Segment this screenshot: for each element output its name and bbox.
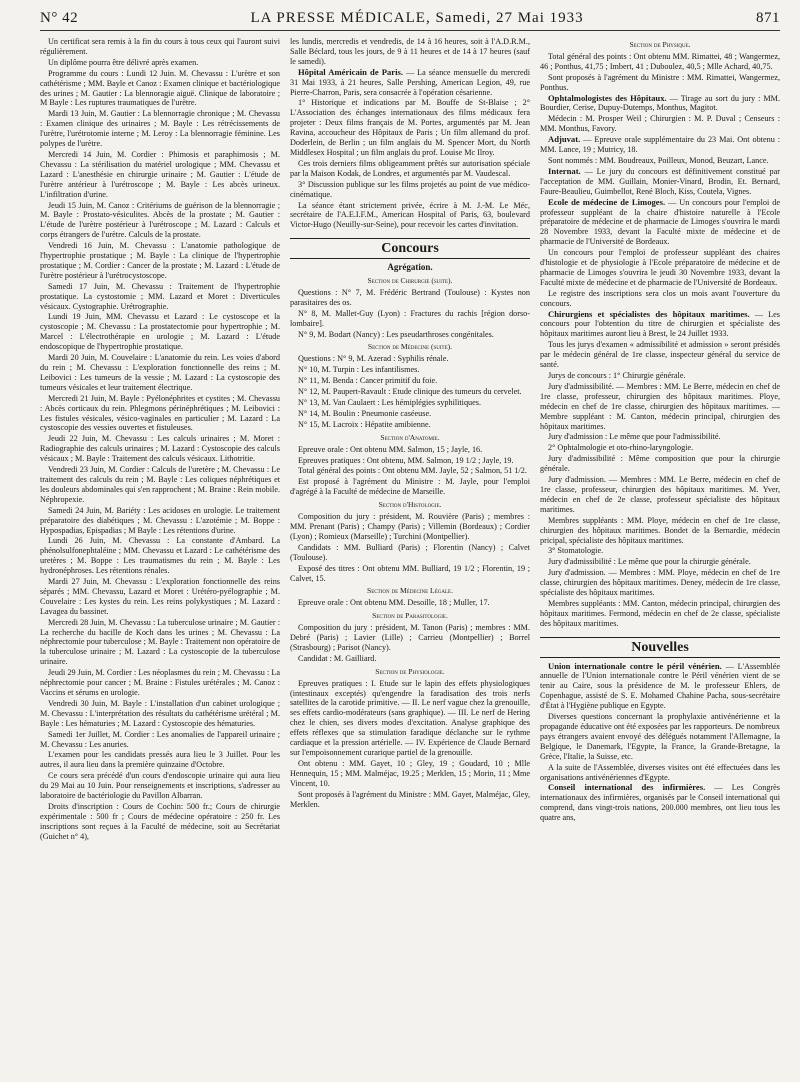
physiologie-list bbox=[290, 679, 530, 810]
paragraph: Candidats : MM. Bulliard (Paris) ; Florentin (Nancy) ; Calvet (Toulouse). bbox=[290, 542, 530, 562]
paragraph: Jury d'admissibilité : Même composition que pour la chirurgie générale. bbox=[540, 454, 780, 474]
section-parasitologie-heading: Section de Parasitologie. bbox=[372, 611, 448, 621]
medecine-list bbox=[290, 354, 530, 429]
paragraph: Jeudi 29 Juin, M. Cordier : Les néoplasmes du rein ; M. Chevassu : La néphrectomie pour cancer ; M. Braine : Fistules urétérales ; M. Canoz : Vaccins et sérums en urologie. bbox=[40, 668, 280, 697]
columns bbox=[40, 37, 780, 843]
section-anatomie-heading: Section d'Anatomie. bbox=[380, 432, 440, 442]
nouvelles-heading: Nouvelles bbox=[540, 637, 780, 658]
maritimes-heading: Chirurgiens et spécialistes des hôpitaux maritimes. bbox=[548, 308, 750, 319]
issue-date: Samedi, 27 Mai 1933 bbox=[435, 10, 584, 26]
paragraph: Lundi 19 Juin, MM. Chevassu et Lazard : Le cystoscope et la cystoscopie ; M. Chevassu : La prostatectomie pour hypertrophie ; M. Marcel : L'électrothérapie en urologie ; M. Lazard : L'étude endoscopique de l'hypertrophie prostatique. bbox=[40, 312, 280, 352]
limoges-paragraph: Un concours pour l'emploi de professeur suppléant des chaires d'histologie et de physiologie à l'Ecole préparatoire de médecine et de pharmacie de Limoges s'ouvrira le jeudi 30 Novembre 1933, devant la Faculté mixte de médecine et de pharmacie de l'Université de Bordeaux. bbox=[540, 248, 780, 287]
paragraph: Total général des points : Ont obtenu MM. Jayle, 52 ; Salmon, 51 1/2. bbox=[298, 466, 527, 476]
section-chirurgie-heading: Section de Chirurgie (suite). bbox=[367, 276, 453, 286]
paragraph: Un diplôme pourra être délivré après examen. bbox=[48, 57, 199, 67]
hopital-text: — La séance mensuelle du mercredi 31 Mai 1933, à 21 heures, Salle Pershing, American Legion, 49, rue Pierre-Charron, Paris, sera consacrée à l'opération césarienne. bbox=[290, 67, 530, 97]
paragraph: Mardi 13 Juin, M. Gautier : La blennorragie chronique ; M. Chevassu : Examen clinique des urinaires ; M. Bayle : Les rétrécissements de l'urètre, l'urétrotomie interne ; M. Leroy : La blennorragie féminine. Les polypes de l'urètre. bbox=[40, 109, 280, 149]
histologie-list bbox=[290, 512, 530, 583]
paragraph: Composition du jury : président, M. Tanon (Paris) ; membres : MM. Debré (Paris) ; Lavier (Lille) ; Carrieu (Montpellier) ; Borrel (Strasbourg) ; Parisot (Nancy). bbox=[290, 623, 530, 652]
paragraph: Jury d'admissibilité. — Membres : MM. Le Berre, médecin en chef de 1re classe, professeur, chirurgien des hôpitaux maritimes. Ploye, médecin en chef de 1re classe, chirurgien des hôpitaux maritimes. — Membre suppléant : M. Canton, médecin principal, chirurgien des hôpitaux maritimes. bbox=[540, 381, 780, 431]
column-2 bbox=[290, 37, 530, 843]
conseil-text: — Les Congrès internationaux des infirmières, organisés par le Conseil international qui comprend, dans vingt-trois nations, 200.000 membres, ont lieu tous les quatre ans, bbox=[540, 783, 780, 823]
hopital-paragraph: La séance étant strictement privée, écrire à M. J.-M. Le Méc, secrétaire de l'A.E.I.F.M., American Hospital of Paris, 63, boulevard Victor-Hugo (Neuilly-sur-Seine), pour recevoir les cartes d'invitation. bbox=[290, 200, 530, 230]
adjuvat-heading: Adjuvat. bbox=[548, 134, 581, 145]
paragraph: Programme du cours : Lundi 12 Juin. M. Chevassu : L'urètre et son cathétérisme ; MM. Bayle et Canoz : Examen clinique et bactériologique des urines ; M. Gautier : La blennoragie aiguë. Clinique de laboratoire ; M Bayle : Les ruptures traumatiques de l'urètre. bbox=[40, 68, 280, 108]
maritimes-notice bbox=[540, 310, 780, 340]
paragraph: Samedi 24 Juin, M. Bariéty : Les acidoses en urologie. Le traitement préparatoire des diabétiques ; M. Chevassu : L'azotémie ; M. Boppe : Hypospadias, Epispadias ; M Bayle : Les rétentions d'urine. bbox=[40, 505, 280, 535]
paragraph: Jeudi 15 Juin, M. Canoz : Critériums de guérison de la blennorragie ; M. Bayle : Prostato-vésiculites. Abcès de la prostate ; M. Gautier : L'étude de l'urètre postérieur à l'urétroscope ; M. Lazard : Calculs et corps étrangers de l'urètre. Calculs de la prostate. bbox=[40, 200, 280, 240]
anatomie-list bbox=[290, 445, 530, 498]
continued-text: les lundis, mercredis et vendredis, de 14 à 16 heures, soit à l'A.D.R.M., Salle Béclard, tous les jours, de 9 à 11 heures et de 14 à 17 heures (sauf le samedi). bbox=[290, 37, 530, 66]
paragraph: Sont proposés à l'agrément du Ministre : MM. Gayet, Malméjac, Gley, Merklen. bbox=[290, 789, 530, 809]
paragraph: Exposé des titres : Ont obtenu MM. Bulliard, 19 1/2 ; Florentin, 19 ; Calvet, 15. bbox=[290, 563, 530, 583]
paragraph: Vendredi 23 Juin, M. Cordier : Calculs de l'uretère ; M. Chevassu : Le traitement des calculs du rein ; M. Bayle : Les coliques néphrétiques et les douleurs abdominales qui s'en rapprochent ; M. Braine : Rein mobile. Néphropexie. bbox=[40, 465, 280, 504]
paragraph: Candidat : M. Gailliard. bbox=[298, 653, 377, 663]
paragraph: Epreuves pratiques : Ont obtenu, MM. Salmon, 19 1/2 ; Jayle, 19. bbox=[298, 455, 514, 465]
internat-heading: Internat. bbox=[548, 165, 581, 176]
paragraph: Mardi 27 Juin, M. Chevassu : L'exploration fonctionnelle des reins séparés ; MM. Chevassu, Lazard et Moret : Urétéro-pyélographie ; M. Couvelaire : Les kystes du rein. Les reins polykystiques ; M. Lazard : Lavagea du bassinet. bbox=[40, 577, 280, 616]
column-3 bbox=[540, 37, 780, 843]
section-physique-heading: Section de Physique. bbox=[629, 40, 691, 49]
paragraph: 2° Ophtalmologie et oto-rhino-laryngologie. bbox=[548, 443, 694, 453]
adjuvat-notice bbox=[540, 135, 780, 155]
paragraph: Jury d'admission. — Membres : MM. Le Berre, médecin en chef de 1re classe, professeur, chirurgien des hôpitaux maritimes. M. Yver, médecin en chef de 2e classe, professeur spécialiste des hôpitaux maritimes. bbox=[540, 475, 780, 514]
ophtalmo-heading: Ophtalmologistes des Hôpitaux. bbox=[548, 92, 667, 103]
parasitologie-list bbox=[290, 623, 530, 664]
physique-list bbox=[540, 52, 780, 93]
paragraph: N° 10, M. Turpin : Les infantilismes. bbox=[298, 365, 420, 375]
section-physiologie-heading: Section de Physiologie. bbox=[375, 666, 445, 676]
legale-list bbox=[290, 598, 530, 608]
journal-name: LA PRESSE MÉDICALE, bbox=[250, 10, 431, 26]
paragraph: Mercredi 28 Juin, M. Chevassu : La tuberculose urinaire ; M. Gautier : La recherche du bacille de Koch dans les urines ; M. Chevassu : La néphrectomie pour tuberculose ; M. Bayle : Traitement non opératoire de la tuberculose urinaire ; M. Lazard : La cystoscopie de la tuberculose urinaire. bbox=[40, 617, 280, 667]
paragraph: Membres suppléants : MM. Ploye, médecin en chef de 1re classe, chirurgien des hôpitaux maritimes. Bondet de la Bernardie, médecin pricipal, spécialiste des hôpitaux maritimes. bbox=[540, 515, 780, 545]
internat-notice bbox=[540, 167, 780, 197]
hopital-paragraph: 1° Historique et indications par M. Bouffe de St-Blaise ; 2° L'Association des échanges internationaux des films médicaux fera projeter : Deux films français de M. Portes, argumentés par M. Jean Ravina, accoucheur des Hôpitaux de Paris ; Un film allemand du prof. Doderlein, de Berlin ; un film anglais du M. Spencer Mort, du North Middlesex Hospital ; un film anglais du prof. Louise Mc Ilroy. bbox=[290, 98, 530, 157]
adjuvat-paragraph: Sont nommés : MM. Boudreaux, Poilleux, Monod, Beuzart, Lance. bbox=[548, 155, 769, 165]
paragraph: Vendredi 30 Juin, M. Bayle : L'installation d'un cabinet urologique ; M. Chevassu : L'interprétation des résultats du cathétérisme urétéral ; M. Bayle : Les hématuries ; M. Lazard : Cystoscopie des hématuries. bbox=[40, 698, 280, 728]
paragraph: Est proposé à l'agrément du Ministre : M. Jayle, pour l'emploi d'agrégé à la Faculté de médecine de Marseille. bbox=[290, 477, 530, 497]
paragraph: Jeudi 22 Juin, M. Chevassu : Les calculs urinaires ; M. Moret : Radiographie des calculs urinaires ; M. Lazard : Cystoscopie des calculs vésicaux ; M. Bayle : Traitement des calculs vésicaux. Lithotritie. bbox=[40, 434, 280, 464]
masthead bbox=[40, 10, 780, 31]
paragraph: Jurys de concours : 1° Chirurgie générale. bbox=[548, 371, 686, 380]
conseil-heading: Conseil international des infirmières. bbox=[548, 782, 706, 793]
section-legale-heading: Section de Médecine Légale. bbox=[367, 586, 453, 596]
paragraph: Vendredi 16 Juin, M. Chevassu : L'anatomie pathologique de l'hypertrophie prostatique ; M. Bayle : La clinique de l'hypertrophie prostatique ; M. Cordier : Cancer de la prostate ; M. Lazard : L'étude de l'urètre postérieur à l'urétrocystoscope. bbox=[40, 241, 280, 280]
ophtalmo-text: — Tirage au sort du jury : MM. Bourdier, Cerise, Dupuy-Dutemps, Monthus, Magitot. bbox=[540, 93, 780, 113]
union-notice bbox=[540, 662, 780, 712]
paragraph: N° 12, M. Paupert-Ravault : Etude clinique des tumeurs du cervelet. bbox=[298, 387, 522, 397]
limoges-text: — Un concours pour l'emploi de professeur suppléant de la chaire d'histoire naturelle à l'Ecole préparatoire de médecine et de pharmacie de Limoges s'ouvrira le mardi 28 Novembre 1933, devant la Faculté mixte de médecine et de pharmacie de l'Université de Bordeaux. bbox=[540, 197, 780, 247]
hopital-heading: Hôpital Américain de Paris. bbox=[298, 66, 403, 77]
ophtalmo-notice bbox=[540, 94, 780, 114]
union-text: — L'Assemblée annuelle de l'Union internationale contre le Péril vénérien vient de se tenir au Caire, sous la présidence de M. le professeur Ehlers, de Copenhague, assisté de S. E. Mohamed Chahine Pacha, sous-secrétaire d'État à l'Hygiène publique en Egypte. bbox=[540, 661, 780, 711]
concours-heading: Concours bbox=[290, 238, 530, 259]
paragraph: Mercredi 21 Juin, M. Bayle : Pyélonéphrites et cystites ; M. Chevassu : Abcès corticaux du rein. Phlegmons périnéphrétiques ; M. Leibovici : Les fistules vésicales, vésico-vaginales en particulier ; M. Lazard : La cystoscopie des vessies ouvertes et fistuleuses. bbox=[40, 393, 280, 433]
section-histologie-heading: Section d'Histologie. bbox=[378, 500, 442, 510]
paragraph: Sont proposés à l'agrément du Ministre : MM. Rimattei, Wangermez, Ponthus. bbox=[540, 72, 780, 92]
paragraph: Un certificat sera remis à la fin du cours à tous ceux qui l'auront suivi régulièrement. bbox=[40, 37, 280, 56]
limoges-heading: Ecole de médecine de Limoges. bbox=[548, 196, 666, 207]
paragraph: Mercredi 14 Juin, M. Cordier : Phimosis et paraphimosis ; M. Chevassu : La stérilisation du matériel urologique ; MM. Chevassu et Lazard : L'anesthésie en chirurgie urinaire ; M. Gautier : L'étude de l'urètre antérieur à l'urétroscope ; M. Bayle : Les abcès urineux. L'infiltration d'urine. bbox=[40, 149, 280, 199]
paragraph: L'examen pour les candidats pressés aura lieu le 3 Juillet. Pour les autres, il aura lieu dans la première quinzaine d'Octobre. bbox=[40, 750, 280, 770]
paragraph: N° 15, M. Lacroix : Hépatite amibienne. bbox=[298, 419, 431, 429]
page-number: 871 bbox=[755, 10, 780, 26]
paragraph: Ce cours sera précédé d'un cours d'endoscopie urinaire qui aura lieu du 29 Mai au 10 Juin. Pour renseignements et inscriptions, s'adresser au laboratoire de bactériologie du Pavillon Albarran. bbox=[40, 771, 280, 801]
paragraph: Samedi 1er Juillet, M. Cordier : Les anomalies de l'appareil urinaire ; M. Chevassu : Les anuries. bbox=[40, 729, 280, 749]
paragraph: Questions : N° 9, M. Azerad : Syphilis rénale. bbox=[298, 354, 449, 364]
maritimes-list bbox=[540, 340, 780, 628]
journal-title bbox=[250, 10, 583, 27]
conseil-notice bbox=[540, 783, 780, 823]
limoges-paragraph: Le registre des inscriptions sera clos un mois avant l'ouverture du concours. bbox=[540, 288, 780, 308]
paragraph: Samedi 17 Juin, M. Chevassu : Traitement de l'hypertrophie prostatique. La cystostomie ; MM. Lazard et Moret : Diverticules vésicaux. Cystographie. Urétrographie. bbox=[40, 281, 280, 311]
adjuvat-text: — Epreuve orale supplémentaire du 23 Mai. Ont obtenu : MM. Lance, 19 ; Mutricy, 18. bbox=[540, 135, 780, 155]
paragraph: N° 13, M. Van Caulaert : Les hémiplégies syphilitiques. bbox=[298, 398, 481, 407]
hopital-americain-notice bbox=[290, 68, 530, 98]
paragraph: Total général des points : Ont obtenu MM. Rimattei, 48 ; Wangermez, 46 ; Ponthus, 41,75 ; Imbert, 41 ; Duboulez, 40,5 ; Mlle Achard, 40,75. bbox=[540, 51, 780, 71]
union-paragraph: A la suite de l'Assemblée, diverses visites ont été effectuées dans les organisations antivénériennes d'Egypte. bbox=[540, 762, 780, 782]
maritimes-text: — Les concours pour l'obtention du titre de chirurgien et spécialiste des hôpitaux maritimes auront lieu à Brest, le 24 Juillet 1933. bbox=[540, 309, 780, 339]
paragraph: Droits d'inscription : Cours de Cochin: 500 fr.; Cours de chirurgie expérimentale : 500 fr ; Cours de médecine opératoire : 250 fr. Les inscriptions sont reçues à la Faculté de médecine, soit au Secrétariat (Guichet n° 4), bbox=[40, 801, 280, 841]
ophtalmo-paragraph: Médecin : M. Prosper Weil ; Chirurgien : M. P. Duval ; Censeurs : MM. Monthus, Favory. bbox=[540, 114, 780, 134]
hopital-paragraph: 3° Discussion publique sur les films projetés au point de vue médico-cinématique. bbox=[290, 179, 530, 199]
paragraph: Jury d'admissibilité : Le même que pour la chirurgie générale. bbox=[548, 557, 751, 567]
paragraph: N° 14, M. Boulin : Pneumonie caséeuse. bbox=[298, 408, 432, 418]
union-paragraph: Diverses questions concernant la prophylaxie antivénérienne et la propagande éducative ont été exposées par les rapporteurs. De nombreux pays étrangers avaient envoyé des délégués notamment l'Allemagne, la Belgique, le Danemark, l'Egypte, la France, la Grande-Bretagne, la Grèce, l'Italie, la Suisse, etc. bbox=[540, 712, 780, 761]
chirurgie-list bbox=[290, 288, 530, 340]
hopital-paragraph: Ces trois derniers films obligeamment prêtés sur autorisation spéciale par la Maison Kodak, de Londres, et argumentés par M. Vaudescal. bbox=[290, 158, 530, 178]
limoges-notice bbox=[540, 198, 780, 248]
paragraph: 3° Stomatologie. bbox=[548, 546, 604, 556]
paragraph: N° 11, M. Benda : Cancer primitif du foie. bbox=[298, 376, 438, 386]
agregation-heading: Agrégation. bbox=[387, 262, 433, 273]
issue-number: N° 42 bbox=[40, 10, 79, 26]
paragraph: Epreuves pratiques : I. Etude sur le lapin des effets physiologiques (intestinaux exceptés) qu'engendre la faradisation des trois nerfs satellites de la carotide primitive. — II. Le nerf vague chez la grenouille, ses effets cardio-modérateurs (sans graphique). — III. Le nerf de Hering chez le chien, ses divers modes d'excitation. Analyse graphique des effets réflexes que sa stimulation faradique déclanche sur le rythme cardiaque et la pression artérielle. — IV. Expérience de Claude Bernard sur l'empoisonnement curarique partiel de la grenouille. bbox=[290, 678, 530, 757]
internat-text: — Le jury du concours est définitivement constitué par l'acceptation de MM. Guillain, Monier-Vinard, Brodin, Et. Bernard, Faure-Beaulieu, Guimbellot, René Bloch, Kiss, Coutela, Vignes. bbox=[540, 166, 780, 196]
paragraph: Jury d'admission : Le même que pour l'admissibilité. bbox=[548, 432, 721, 442]
paragraph: Lundi 26 Juin, M. Chevassu : La constante d'Ambard. La phénolsulfonephtaléine ; MM. Chevassu et Lazard : Le cathétérisme des uretères ; M. Boppe : Les traumatismes du rein ; M. Bayle : Les hydronéphroses. Les rétentions rénales. bbox=[40, 536, 280, 576]
paragraph: Epreuve orale : Ont obtenu MM. Desoille, 18 ; Muller, 17. bbox=[298, 598, 490, 608]
paragraph: N° 8, M. Mallet-Guy (Lyon) : Fractures du rachis [région dorso-lombaire]. bbox=[290, 308, 530, 328]
paragraph: Composition du jury : président, M. Rouvière (Paris) ; membres : MM. Prenant (Paris) ; Champy (Paris) ; Villemin (Bordeaux) ; Cordier (Lyon) ; Romieux (Marseille) ; Turchini (Montpellier). bbox=[290, 512, 530, 541]
union-heading: Union internationale contre le péril vénérien. bbox=[548, 660, 722, 671]
paragraph: Tous les jurys d'examen « admissibilité et admission » seront présidés par le médecin général de 1re classe, inspecteur général du service de santé. bbox=[540, 340, 780, 370]
paragraph: Jury d'admission. — Membres : MM. Ploye, médecin en chef de 1re classe, chirurgien des hôpitaux maritimes. Deney, médecin de 1re classe, spécialiste des hôpitaux maritimes. bbox=[540, 568, 780, 598]
paragraph: N° 9, M. Bodart (Nancy) : Les pseudarthroses congénitales. bbox=[298, 329, 494, 339]
paragraph: Questions : N° 7, M. Frédéric Bertrand (Toulouse) : Kystes non parasitaires des os. bbox=[290, 287, 530, 307]
paragraph: Epreuve orale : Ont obtenu MM. Salmon, 15 ; Jayle, 16. bbox=[298, 444, 483, 454]
paragraph: Mardi 20 Juin, M. Couvelaire : L'anatomie du rein. Les voies d'abord du rein ; M. Chevassu : L'exploration fonctionnelle des reins ; M. Leibovici : Les tumeurs de la vessie ; M. Lazard : La cystoscopie des tumeurs vésicales et leur traitement électrique. bbox=[40, 353, 280, 392]
section-medecine-heading: Section de Médecine (suite). bbox=[367, 342, 453, 352]
paragraph: Membres suppléants : MM. Canton, médecin principal, chirurgien des hôpitaux maritimes. Fermond, médecin en chef de 2e classe, spécialiste des hôpitaux maritimes. bbox=[540, 598, 780, 628]
paragraph: Ont obtenu : MM. Gayet, 10 ; Gley, 19 ; Goudard, 10 ; Mlle Hennequin, 15 ; MM. Malméjac, 19.25 ; Merklen, 15 ; Morin, 11 ; Mme Vincent, 10. bbox=[290, 758, 530, 788]
column-1 bbox=[40, 37, 280, 843]
